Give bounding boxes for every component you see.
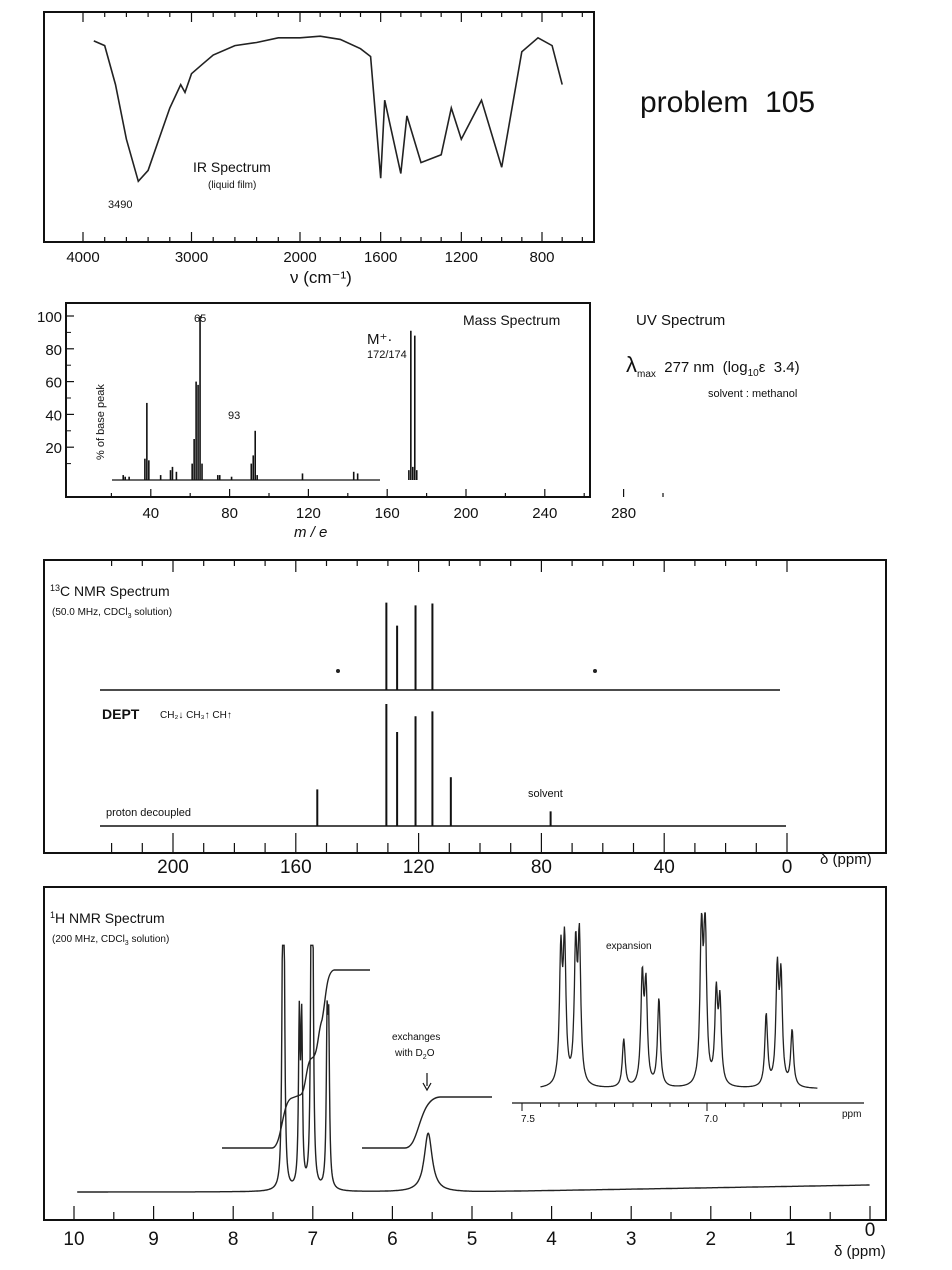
c13-x-axis-label: δ (ppm) [820, 851, 872, 868]
ir-x-tick-label: 1200 [444, 249, 479, 266]
c13-dept-legend: CH₂↓ CH₃↑ CH↑ [160, 710, 232, 721]
ms-annotation-172-174: 172/174 [367, 349, 407, 361]
ms-annotation-molecular-ion: M⁺· [367, 331, 393, 348]
c13-decoupled-label: proton decoupled [106, 807, 192, 819]
h1-x-tick-label: 7 [307, 1229, 319, 1250]
ms-x-tick-label: 80 [221, 505, 238, 522]
h1-x-tick-label: 10 [63, 1229, 85, 1250]
h1-x-tick-label: 0 [864, 1220, 876, 1241]
c13-x-tick-label: 80 [530, 857, 552, 878]
ms-x-tick-label: 240 [532, 505, 558, 522]
h1-frame [44, 887, 886, 1220]
ms-x-tick-label: 160 [374, 505, 400, 522]
c13-dept-label: DEPT [102, 706, 140, 722]
h1-title: $^1$H NMR Spectrum [50, 910, 165, 926]
ir-subtitle: (liquid film) [208, 180, 257, 191]
h1-expansion-tick-7-0: 7.0 [704, 1114, 718, 1125]
h1-integral-aromatic [222, 970, 370, 1148]
h1-x-axis-label: δ (ppm) [834, 1243, 886, 1260]
uv-title: UV Spectrum [636, 312, 726, 329]
ir-x-tick-label: 2000 [283, 249, 317, 266]
h1-x-tick-label: 4 [546, 1229, 557, 1250]
c13-title: $^{13}$C NMR Spectrum [50, 583, 170, 599]
ms-annotation-93: 93 [228, 410, 241, 422]
ir-x-axis-label: ν (cm⁻¹) [290, 268, 352, 287]
ir-x-tick-label: 3000 [174, 249, 209, 266]
h1-x-tick-label: 2 [705, 1229, 717, 1250]
ms-x-tick-label: 40 [142, 505, 160, 522]
ir-x-tick-label: 4000 [66, 249, 100, 266]
uv-solvent: solvent : methanol [708, 388, 798, 400]
ir-x-tick-label: 800 [529, 249, 555, 266]
h1-tick-marks [74, 1206, 870, 1220]
h1-x-tick-label: 3 [625, 1229, 637, 1250]
ms-y-tick-label: 40 [45, 407, 62, 425]
ir-annotation-3490: 3490 [108, 199, 133, 211]
ms-x-axis-label: m / e [294, 524, 328, 541]
ms-y-tick-label: 100 [36, 309, 62, 326]
c13-subtitle: (50.0 MHz, CDCl$_3$ solution) [52, 607, 173, 620]
h1-x-tick-label: 8 [227, 1229, 239, 1250]
h1-annotation-expansion: expansion [606, 941, 652, 952]
ir-title: IR Spectrum [193, 159, 271, 175]
uv-lambda-max: $\lambda_{max}$ 277 nm ($\log_{10}\varepsilon$ 3.4) [626, 352, 800, 380]
h1-x-tick-labels [63, 1220, 875, 1250]
h1-x-tick-label: 1 [785, 1229, 796, 1250]
ms-y-axis-label: % of base peak [95, 384, 107, 460]
ms-annotation-65: 65 [194, 313, 207, 325]
ir-x-tick-label: 1600 [363, 249, 398, 266]
h1-x-tick-label: 5 [466, 1229, 478, 1250]
h1-annotation-with-d2o: with $D_2O$ [395, 1048, 435, 1061]
c13-solvent-label: solvent [528, 788, 563, 800]
h1-spectrum-trace [77, 945, 869, 1192]
c13-x-tick-label: 160 [279, 857, 312, 878]
c13-x-tick-label: 40 [653, 857, 675, 878]
h1-subtitle: (200 MHz, CDCl$_3$ solution) [52, 934, 170, 947]
h1-x-tick-label: 9 [148, 1229, 159, 1250]
h1-x-tick-label: 6 [387, 1229, 398, 1250]
h1-expansion-ticks [522, 1103, 800, 1111]
ms-y-tick-label: 80 [45, 341, 62, 359]
ms-title: Mass Spectrum [463, 312, 561, 328]
ms-x-tick-label: 120 [295, 505, 321, 522]
problem-title: problem 105 [640, 86, 816, 119]
h1-expansion-tick-ppm: ppm [842, 1109, 862, 1120]
c13-x-tick-label: 200 [157, 857, 189, 878]
c13-x-tick-label: 120 [402, 857, 435, 878]
ms-x-tick-label: 200 [453, 505, 479, 522]
c13-x-tick-label: 0 [781, 857, 793, 878]
h1-expansion-trace [541, 913, 818, 1088]
ms-x-tick-label: 280 [611, 505, 637, 522]
ms-y-tick-label: 60 [45, 374, 62, 392]
h1-annotation-exchanges: exchanges [392, 1032, 441, 1043]
ms-y-tick-label: 20 [45, 440, 62, 458]
h1-expansion-tick-7-5: 7.5 [521, 1114, 535, 1125]
